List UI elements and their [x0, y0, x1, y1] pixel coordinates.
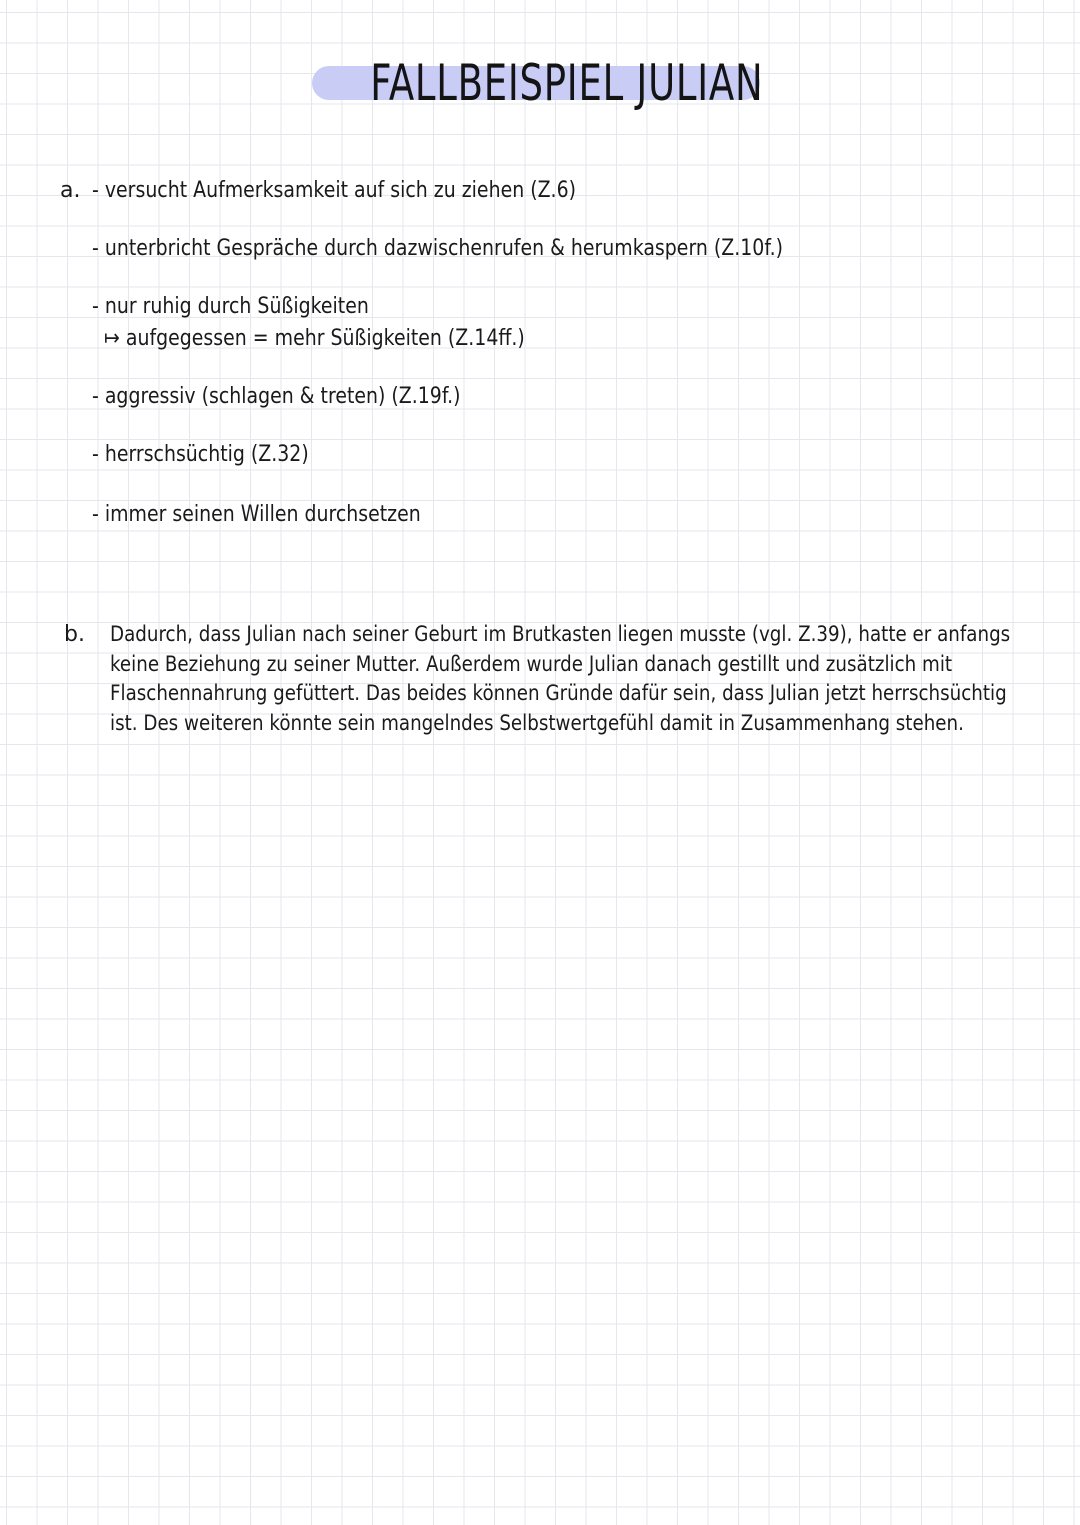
section-a-marker: a. [60, 178, 81, 203]
list-subitem: ↦ aufgegessen = mehr Süßigkeiten (Z.14ff.) [104, 326, 525, 351]
list-item: - aggressiv (schlagen & treten) (Z.19f.) [92, 384, 461, 409]
section-b-marker: b. [64, 622, 85, 647]
section-b-paragraph: Dadurch, dass Julian nach seiner Geburt im Brutkasten liegen musste (vgl. Z.39), hatte er anfangs keine Beziehung zu seiner Mutter. Außerdem wurde Julian danach gestillt und zusätzlich mit Flaschennahrung gefüttert. Das beides können Gründe dafür sein, dass Julian jetzt herrschsüchtig ist. Des weiteren könnte sein mangelndes Selbstwertgefühl damit in Zusammenhang stehen. [110, 622, 1011, 735]
list-item: - unterbricht Gespräche durch dazwischenrufen & herumkaspern (Z.10f.) [92, 236, 784, 261]
list-item: - herrschsüchtig (Z.32) [92, 442, 309, 467]
list-item: - versucht Aufmerksamkeit auf sich zu ziehen (Z.6) [92, 178, 576, 203]
title-block [312, 48, 764, 118]
page-title: FALLBEISPIEL JULIAN [370, 54, 764, 112]
list-item: - nur ruhig durch Süßigkeiten [92, 294, 369, 319]
list-item: - immer seinen Willen durchsetzen [92, 502, 421, 527]
